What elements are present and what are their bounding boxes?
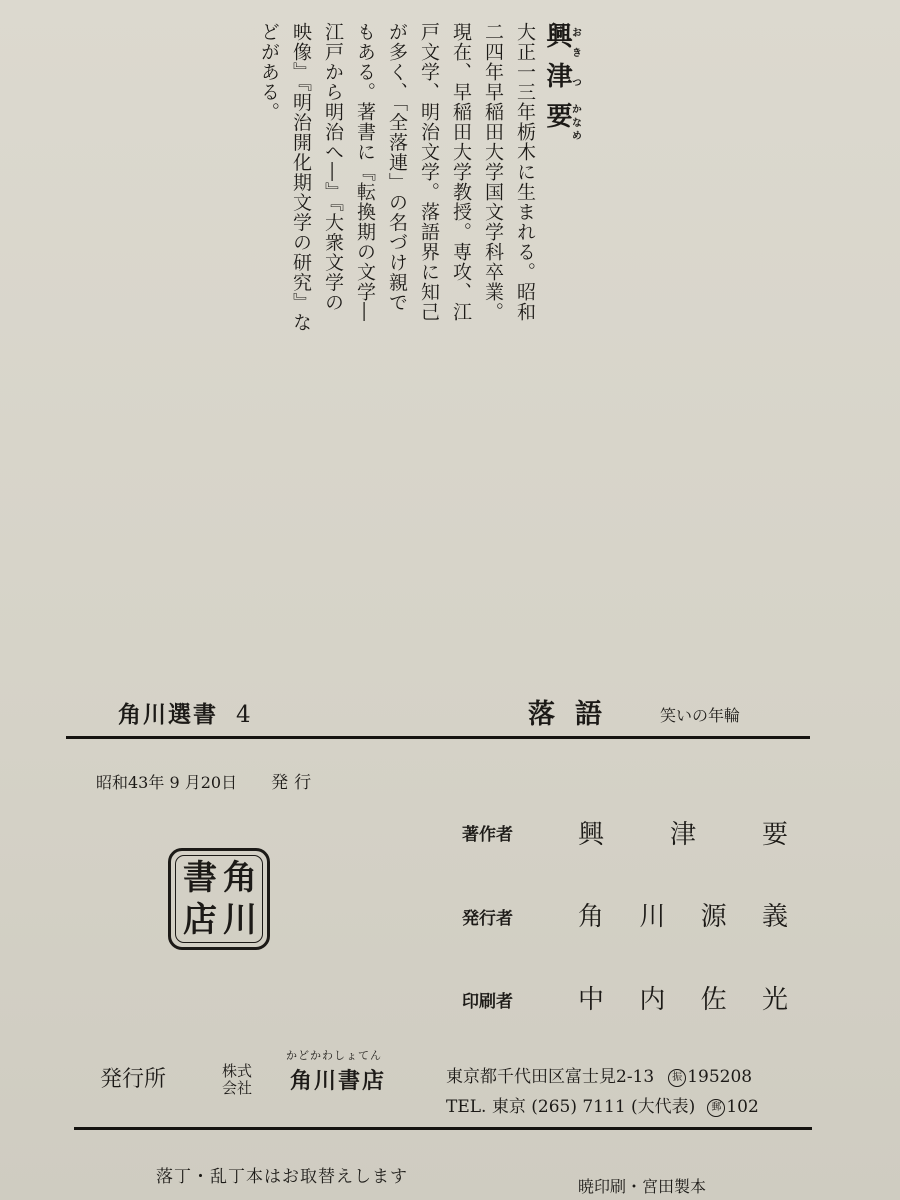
publisher-address: 東京都千代田区富士見2-13 振 195208 xyxy=(446,1067,753,1087)
author-name: 興 津 要 xyxy=(578,820,788,850)
transfer-account: 振 195208 xyxy=(668,1067,752,1087)
corporation-type: 株式 会社 xyxy=(222,1062,253,1097)
book-subtitle: 笑いの年輪 xyxy=(660,706,741,725)
bio-line: 大正一三年栃木に生まれる。昭和 xyxy=(514,22,536,322)
publisher-name: 角川書店 xyxy=(290,1068,387,1094)
publisher-name-reading: かどかわしょてん xyxy=(286,1049,382,1062)
postal-mark-icon: 郵 xyxy=(707,1099,725,1117)
printer-binder: 暁印刷・宮田製本 xyxy=(578,1177,707,1196)
printer-person-label: 印刷者 xyxy=(462,992,513,1012)
series-number: 4 xyxy=(236,702,253,728)
bio-line: 映像』『明治開化期文学の研究』な xyxy=(290,22,312,333)
bio-line: が多く、「全落連」の名づけ親で xyxy=(386,22,408,313)
printer-person-name: 中 内 佐 光 xyxy=(578,985,788,1015)
author-label: 著作者 xyxy=(462,825,513,845)
transfer-mark-icon: 振 xyxy=(668,1069,686,1087)
replacement-notice: 落丁・乱丁本はお取替えします xyxy=(156,1167,408,1187)
publisher-phone: TEL. 東京 (265) 7111 (大代表) 郵 102 xyxy=(446,1097,759,1117)
publication-date: 昭和43年 9 月20日 発行 xyxy=(96,773,318,793)
bio-line: 二四年早稲田大学国文学科卒業。 xyxy=(482,22,504,322)
series-name: 角川選書 4 xyxy=(118,701,253,728)
book-title: 落語 xyxy=(528,699,622,730)
author-biography xyxy=(253,22,580,362)
bio-line: 江戸から明治へ―』『大衆文学の xyxy=(322,22,344,313)
postal-code: 郵 102 xyxy=(707,1097,758,1117)
bio-line: どがある。 xyxy=(258,22,280,122)
publisher-person-label: 発行者 xyxy=(462,909,513,929)
bio-line: 戸文学、明治文学。落語界に知己 xyxy=(418,22,440,322)
author-name-vertical: 興おき津つ要かなめ xyxy=(542,22,581,142)
publisher-seal: 角 川 書 店 xyxy=(168,848,270,950)
publisher-person-name: 角 川 源 義 xyxy=(578,902,788,932)
bio-line: もある。著書に『転換期の文学― xyxy=(354,22,376,322)
bio-line: 現在、早稲田大学教授。専攻、江 xyxy=(450,22,472,322)
divider-bottom xyxy=(74,1127,812,1130)
issue-label: 発行 xyxy=(271,773,318,793)
divider-top xyxy=(66,736,810,739)
publisher-label: 発行所 xyxy=(100,1067,167,1092)
